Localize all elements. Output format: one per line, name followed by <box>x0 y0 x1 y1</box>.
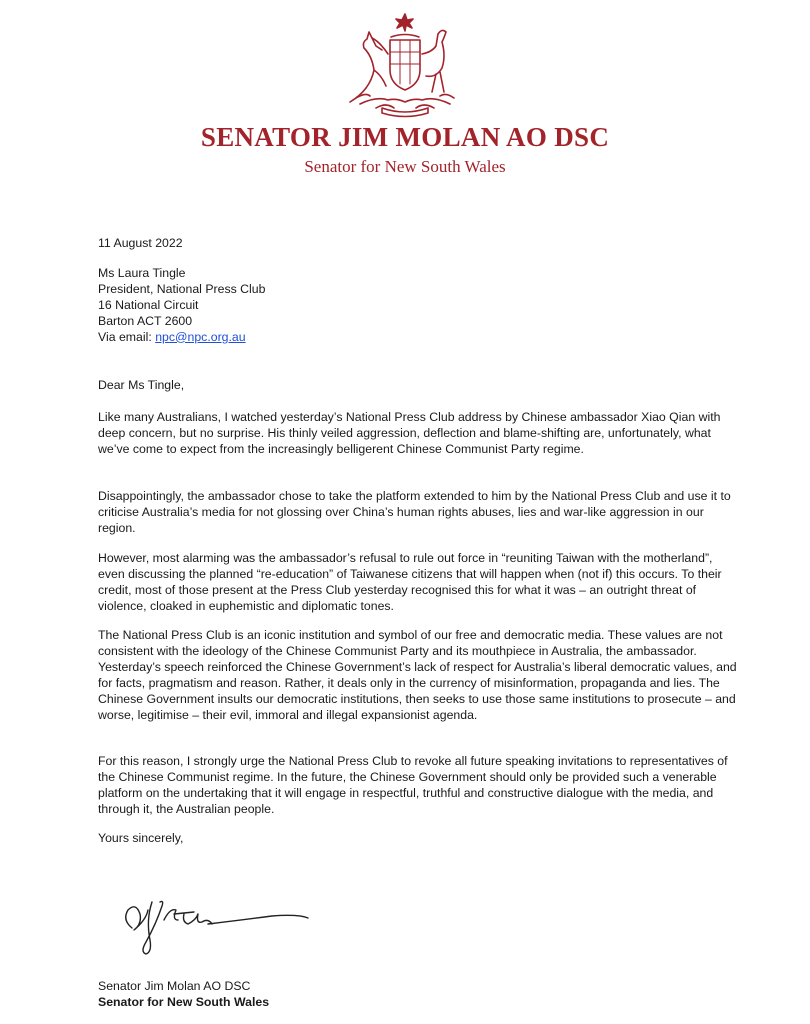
recipient-email-line <box>98 330 738 346</box>
email-link[interactable]: npc@npc.org.au <box>155 329 246 344</box>
handwritten-signature <box>112 880 322 958</box>
coat-of-arms-logo <box>336 12 474 118</box>
letter-paragraph-2: Disappointingly, the ambassador chose to take the platform extended to him by the National Press Club and use it to criticise Australia’s media for not glossing over China’s human rights abuses, lies and war-like aggression in our region. <box>98 489 731 535</box>
recipient-suburb: Barton ACT 2600 <box>98 313 193 328</box>
closing: Yours sincerely, <box>98 831 184 845</box>
recipient-address <box>98 266 738 346</box>
letter-date: 11 August 2022 <box>98 236 183 250</box>
recipient-street: 16 National Circuit <box>98 297 199 312</box>
recipient-position: President, National Press Club <box>98 281 266 296</box>
signatory-title: Senator for New South Wales <box>98 995 270 1009</box>
signatory-name: Senator Jim Molan AO DSC <box>98 979 251 993</box>
letterhead-subtitle: Senator for New South Wales <box>304 157 506 176</box>
letter-paragraph-3: However, most alarming was the ambassador’s refusal to rule out force in “reuniting Taiwan with the motherland”, even discussing the planned “re-education” of Taiwanese citizens that will happen when (not if) this occurs. To their credit, most of those present at the Press Club yesterday recognised this for what it was – an outright threat of violence, cloaked in euphemistic and diplomatic tones. <box>98 551 722 613</box>
letter-paragraph-4: The National Press Club is an iconic institution and symbol of our free and democratic media. These values are not consistent with the ideology of the Chinese Communist Party and its mouthpiece in Australia, the ambassador. Yesterday’s speech reinforced the Chinese Government’s lack of respect for Australia’s liberal democratic values, and for facts, pragmatism and reason. Rather, it deals only in the currency of misinformation, propaganda and lies. The Chinese Government insults our democratic institutions, then seeks to use those same institutions to prosecute – and worse, legitimise – their evil, immoral and illegal expansionist agenda. <box>98 628 737 722</box>
salutation: Dear Ms Tingle, <box>98 378 185 392</box>
recipient-name: Ms Laura Tingle <box>98 266 186 280</box>
email-prefix: Via email: <box>98 329 156 344</box>
letter-paragraph-5: For this reason, I strongly urge the National Press Club to revoke all future speaking invitations to representatives of the Chinese Communist regime. In the future, the Chinese Government should only be provided such a venerable platform on the undertaking that it will engage in respectful, truthful and constructive dialogue with the media, and through it, the Australian people. <box>98 754 728 816</box>
letterhead-title: SENATOR JIM MOLAN AO DSC <box>200 122 610 152</box>
letter-paragraph-1: Like many Australians, I watched yesterday’s National Press Club address by Chinese ambassador Xiao Qian with deep concern, but no surprise. His thinly veiled aggression, deflection and blame-shifting are, unfortunately, what we’ve come to expect from the increasingly belligerent Chinese Communist Party regime. <box>98 410 721 456</box>
